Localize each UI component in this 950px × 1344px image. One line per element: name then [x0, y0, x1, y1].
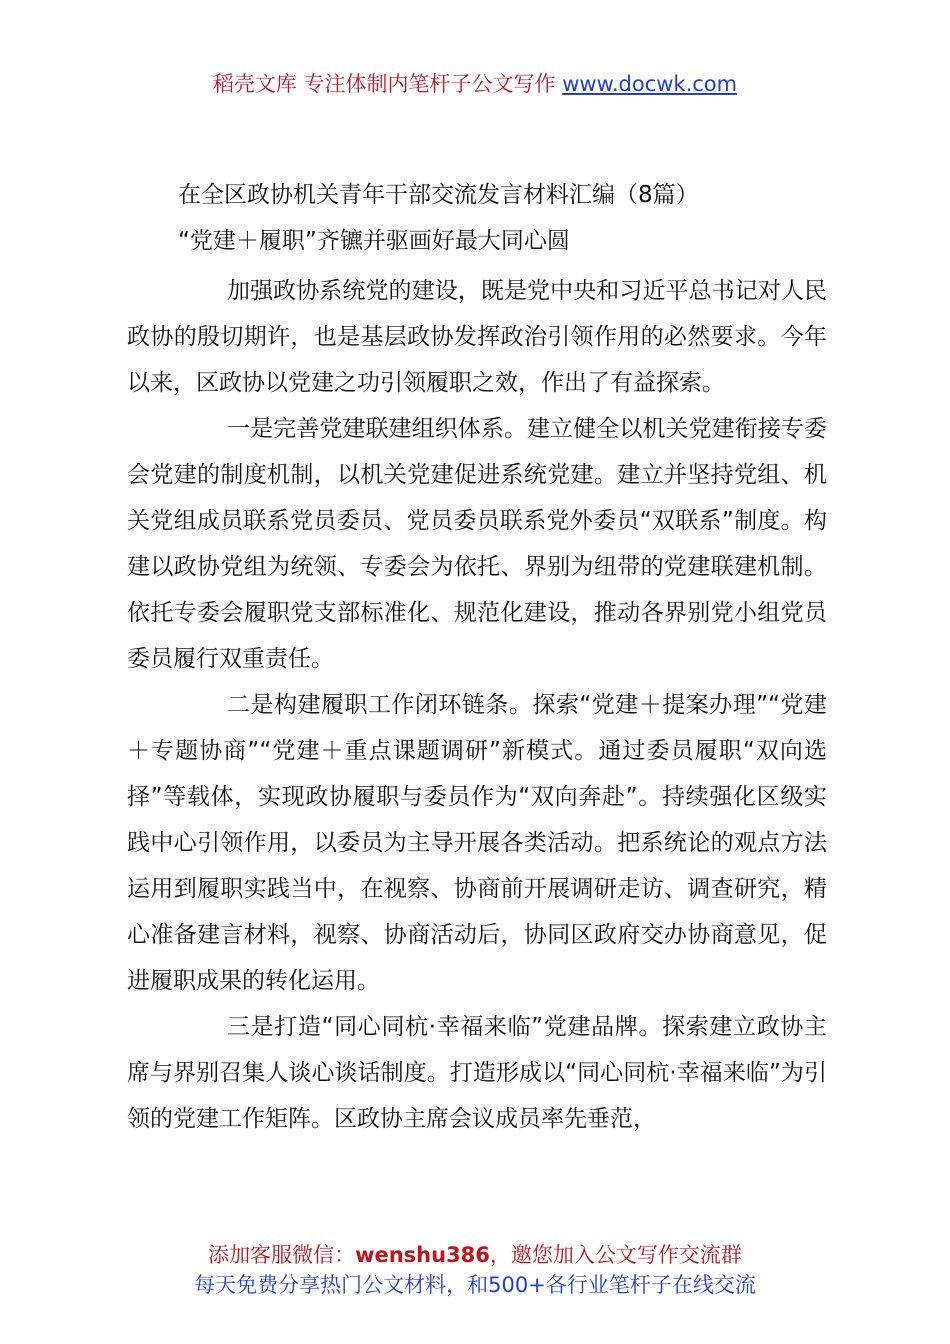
- site-link[interactable]: www.docwk.com: [562, 72, 738, 96]
- footer-contact-line: [0, 1240, 950, 1270]
- footer-suffix: ，邀您加入公文写作交流群: [489, 1243, 742, 1267]
- page-footer: [0, 1240, 950, 1300]
- brand-slogan: 稻壳文库 专注体制内笔杆子公文写作: [212, 72, 556, 96]
- page-header: [0, 68, 950, 100]
- document-body: [127, 268, 827, 1142]
- footer-promo-line: 每天免费分享热门公文材料，和500+各行业笔杆子在线交流: [194, 1273, 756, 1297]
- paragraph: 一是完善党建联建组织体系。建立健全以机关党建衔接专委会党建的制度机制，以机关党建促进系统党建。建立并坚持党组、机关党组成员联系党员委员、党员委员联系党外委员“双联系”制度。构建以政协党组为统领、专委会为依托、界别为纽带的党建联建机制。依托专委会履职党支部标准化、规范化建设，推动各界别党小组党员委员履行双重责任。: [127, 416, 827, 672]
- document-title: 在全区政协机关青年干部交流发言材料汇编（8篇）: [178, 182, 699, 208]
- paragraph: 二是构建履职工作闭环链条。探索“党建＋提案办理”“党建＋专题协商”“党建＋重点课题调研”新模式。通过委员履职“双向选择”等载体，实现政协履职与委员作为“双向奔赴”。持续强化区级实践中心引领作用，以委员为主导开展各类活动。把系统论的观点方法运用到履职实践当中，在视察、协商前开展调研走访、调查研究，精心准备建言材料，视察、协商活动后，协同区政府交办协商意见，促进履职成果的转化运用。: [127, 692, 827, 994]
- document-subtitle: “党建＋履职”齐镳并驱画好最大同心圆: [178, 228, 570, 254]
- paragraph: 加强政协系统党的建设，既是党中央和习近平总书记对人民政协的殷切期许，也是基层政协发挥政治引领作用的必然要求。今年以来，区政协以党建之功引领履职之效，作出了有益探索。: [127, 278, 827, 396]
- wechat-id: wenshu386: [355, 1243, 490, 1267]
- footer-prefix: 添加客服微信：: [208, 1243, 356, 1267]
- paragraph: 三是打造“同心同杭·幸福来临”党建品牌。探索建立政协主席与界别召集人谈心谈话制度。打造形成以“同心同杭·幸福来临”为引领的党建工作矩阵。区政协主席会议成员率先垂范，: [127, 1014, 827, 1132]
